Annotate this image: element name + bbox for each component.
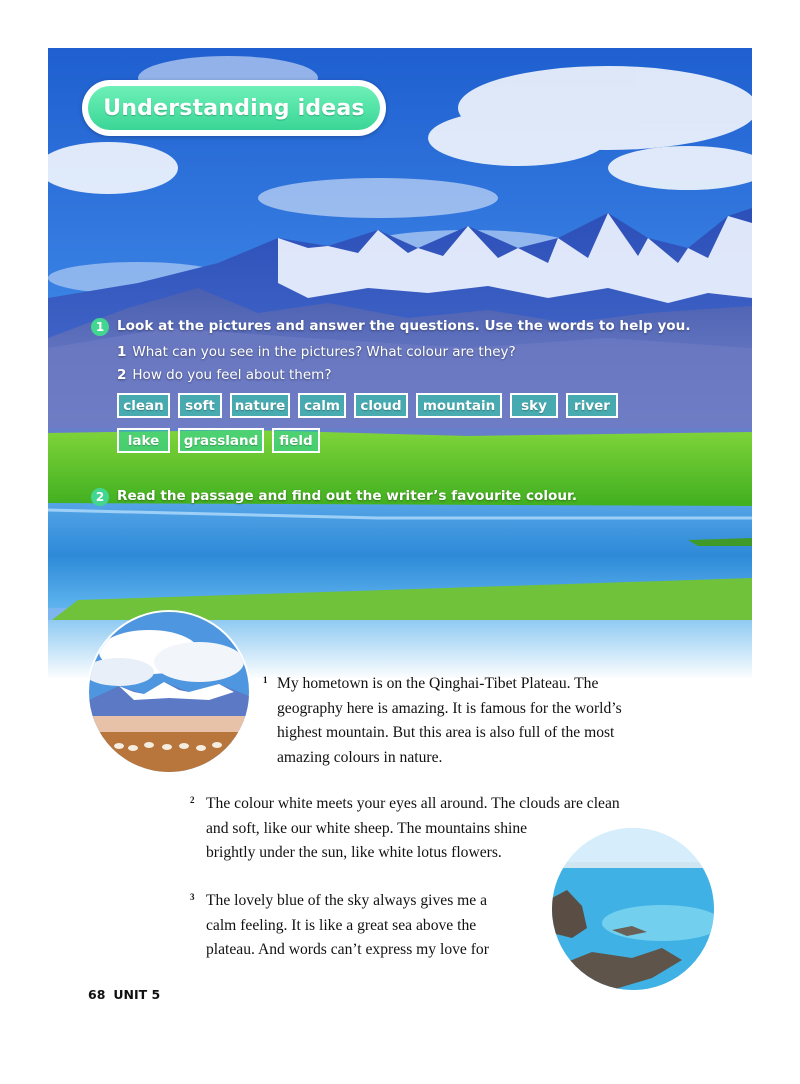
paragraph-2-line: The colour white meets your eyes all around. The clouds are clean — [206, 795, 620, 812]
paragraph-3-number: 3 — [190, 892, 195, 902]
exercise-2-instruction: Read the passage and find out the writer’s favourite colour. — [117, 488, 577, 504]
word-box-mountain: mountain — [416, 393, 502, 418]
word-box-grassland: grassland — [178, 428, 264, 453]
question-2-text: How do you feel about them? — [132, 367, 332, 383]
section-title: Understanding ideas — [103, 95, 365, 121]
question-1-text: What can you see in the pictures? What colour are they? — [132, 344, 516, 360]
unit-label: UNIT 5 — [113, 987, 161, 1002]
word-box-sky: sky — [510, 393, 558, 418]
paragraph-1-line: geography here is amazing. It is famous for the world’s — [277, 699, 622, 717]
section-title-badge — [82, 80, 386, 136]
question-2-number: 2 — [117, 367, 127, 383]
landscape-illustration — [48, 48, 752, 678]
paragraph-3-line: plateau. And words can’t express my love for — [206, 941, 489, 958]
word-box-field: field — [272, 428, 320, 453]
question-1 — [117, 344, 516, 360]
paragraph-2-line: and soft, like our white sheep. The mountains shine — [206, 819, 528, 837]
paragraph-2-line: brightly under the sun, like white lotus flowers. — [206, 844, 502, 861]
word-box-lake: lake — [117, 428, 170, 453]
paragraph-2-number: 2 — [190, 795, 195, 805]
paragraph-1-number: 1 — [263, 675, 268, 685]
word-box-calm: calm — [298, 393, 346, 418]
paragraph-1 — [277, 672, 622, 770]
word-box-soft: soft — [178, 393, 222, 418]
paragraph-3-line: The lovely blue of the sky always gives me a — [206, 892, 488, 909]
paragraph-1-line: highest mountain. But this area is also full of the most — [277, 724, 615, 741]
question-1-number: 1 — [117, 344, 127, 360]
word-box-nature: nature — [230, 393, 290, 418]
paragraph-1-line: amazing colours in nature. — [277, 748, 443, 766]
paragraph-2 — [206, 792, 620, 866]
paragraph-3-line: calm feeling. It is like a great sea above the — [206, 916, 477, 934]
question-2 — [117, 367, 332, 383]
page-number: 68 — [88, 987, 106, 1002]
word-box-cloud: cloud — [354, 393, 408, 418]
exercise-1-number: 1 — [91, 318, 109, 336]
exercise-2-number: 2 — [91, 488, 109, 506]
hero-landscape-photo — [48, 48, 752, 678]
page-footer — [88, 987, 168, 1002]
word-box-clean: clean — [117, 393, 170, 418]
circle-photo-snowy-mountains — [87, 610, 251, 774]
exercise-1-instruction: Look at the pictures and answer the questions. Use the words to help you. — [117, 318, 691, 334]
word-box-river: river — [566, 393, 618, 418]
paragraph-3 — [206, 889, 489, 963]
paragraph-1-line: My hometown is on the Qinghai-Tibet Plateau. The — [277, 675, 599, 692]
